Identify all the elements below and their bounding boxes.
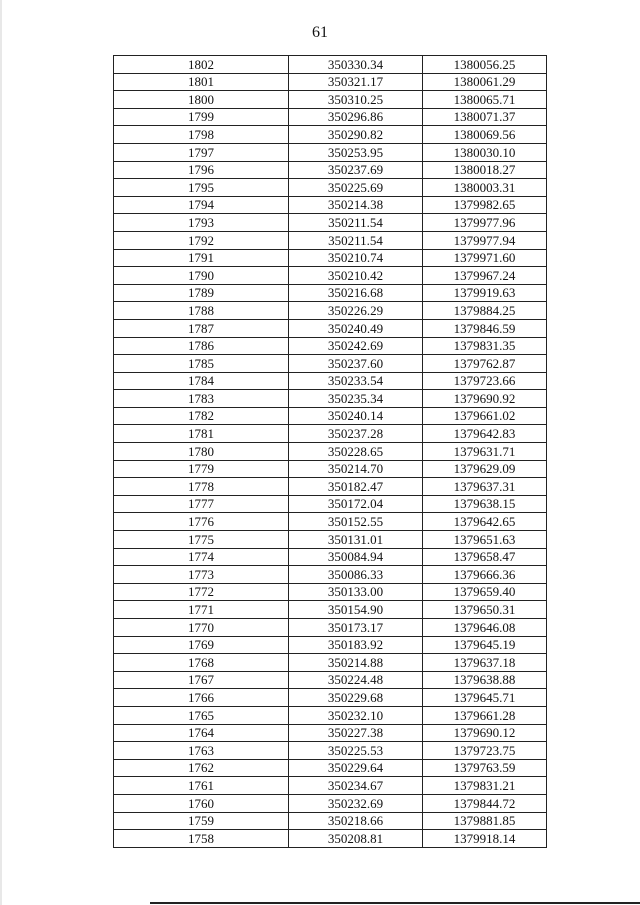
table-row <box>114 478 547 496</box>
table-row <box>114 706 547 724</box>
point-number-cell: 1763 <box>114 742 289 760</box>
y-coordinate-cell: 1379666.36 <box>423 566 547 584</box>
table-row <box>114 548 547 566</box>
x-coordinate-cell: 350224.48 <box>289 671 423 689</box>
table-row <box>114 267 547 285</box>
table-row <box>114 73 547 91</box>
x-coordinate-cell: 350182.47 <box>289 478 423 496</box>
x-coordinate-cell: 350211.54 <box>289 214 423 232</box>
y-coordinate-cell: 1380018.27 <box>423 161 547 179</box>
y-coordinate-cell: 1380069.56 <box>423 126 547 144</box>
table-row <box>114 531 547 549</box>
y-coordinate-cell: 1379831.35 <box>423 337 547 355</box>
x-coordinate-cell: 350172.04 <box>289 495 423 513</box>
point-number-cell: 1775 <box>114 531 289 549</box>
table-row <box>114 126 547 144</box>
point-number-cell: 1778 <box>114 478 289 496</box>
x-coordinate-cell: 350240.14 <box>289 407 423 425</box>
scan-edge <box>0 0 2 905</box>
table-row <box>114 91 547 109</box>
y-coordinate-cell: 1379642.65 <box>423 513 547 531</box>
point-number-cell: 1797 <box>114 143 289 161</box>
x-coordinate-cell: 350084.94 <box>289 548 423 566</box>
x-coordinate-cell: 350218.66 <box>289 812 423 830</box>
y-coordinate-cell: 1380030.10 <box>423 143 547 161</box>
coordinates-table-body <box>114 56 547 848</box>
x-coordinate-cell: 350173.17 <box>289 619 423 637</box>
table-row <box>114 249 547 267</box>
point-number-cell: 1776 <box>114 513 289 531</box>
y-coordinate-cell: 1379918.14 <box>423 830 547 848</box>
x-coordinate-cell: 350208.81 <box>289 830 423 848</box>
x-coordinate-cell: 350225.69 <box>289 179 423 197</box>
x-coordinate-cell: 350133.00 <box>289 583 423 601</box>
y-coordinate-cell: 1379650.31 <box>423 601 547 619</box>
table-row <box>114 443 547 461</box>
table-row <box>114 460 547 478</box>
point-number-cell: 1796 <box>114 161 289 179</box>
x-coordinate-cell: 350296.86 <box>289 108 423 126</box>
y-coordinate-cell: 1379629.09 <box>423 460 547 478</box>
point-number-cell: 1789 <box>114 284 289 302</box>
y-coordinate-cell: 1379651.63 <box>423 531 547 549</box>
x-coordinate-cell: 350232.10 <box>289 706 423 724</box>
table-row <box>114 319 547 337</box>
table-row <box>114 143 547 161</box>
y-coordinate-cell: 1379971.60 <box>423 249 547 267</box>
bottom-rule <box>150 902 640 904</box>
point-number-cell: 1772 <box>114 583 289 601</box>
point-number-cell: 1782 <box>114 407 289 425</box>
y-coordinate-cell: 1380056.25 <box>423 56 547 74</box>
x-coordinate-cell: 350232.69 <box>289 794 423 812</box>
page-number: 61 <box>312 24 328 41</box>
x-coordinate-cell: 350253.95 <box>289 143 423 161</box>
point-number-cell: 1783 <box>114 390 289 408</box>
y-coordinate-cell: 1379642.83 <box>423 425 547 443</box>
point-number-cell: 1759 <box>114 812 289 830</box>
y-coordinate-cell: 1380003.31 <box>423 179 547 197</box>
point-number-cell: 1790 <box>114 267 289 285</box>
x-coordinate-cell: 350321.17 <box>289 73 423 91</box>
point-number-cell: 1802 <box>114 56 289 74</box>
y-coordinate-cell: 1379884.25 <box>423 302 547 320</box>
y-coordinate-cell: 1379844.72 <box>423 794 547 812</box>
x-coordinate-cell: 350290.82 <box>289 126 423 144</box>
y-coordinate-cell: 1379638.88 <box>423 671 547 689</box>
table-row <box>114 196 547 214</box>
y-coordinate-cell: 1379637.31 <box>423 478 547 496</box>
table-row <box>114 812 547 830</box>
point-number-cell: 1771 <box>114 601 289 619</box>
x-coordinate-cell: 350154.90 <box>289 601 423 619</box>
point-number-cell: 1792 <box>114 231 289 249</box>
table-row <box>114 425 547 443</box>
point-number-cell: 1800 <box>114 91 289 109</box>
y-coordinate-cell: 1379723.75 <box>423 742 547 760</box>
x-coordinate-cell: 350214.88 <box>289 654 423 672</box>
y-coordinate-cell: 1379661.02 <box>423 407 547 425</box>
point-number-cell: 1768 <box>114 654 289 672</box>
point-number-cell: 1786 <box>114 337 289 355</box>
y-coordinate-cell: 1379831.21 <box>423 777 547 795</box>
point-number-cell: 1760 <box>114 794 289 812</box>
table-row <box>114 161 547 179</box>
y-coordinate-cell: 1379645.71 <box>423 689 547 707</box>
y-coordinate-cell: 1379763.59 <box>423 759 547 777</box>
x-coordinate-cell: 350227.38 <box>289 724 423 742</box>
point-number-cell: 1794 <box>114 196 289 214</box>
table-row <box>114 777 547 795</box>
coordinates-table <box>113 55 547 848</box>
x-coordinate-cell: 350228.65 <box>289 443 423 461</box>
x-coordinate-cell: 350235.34 <box>289 390 423 408</box>
x-coordinate-cell: 350214.38 <box>289 196 423 214</box>
x-coordinate-cell: 350214.70 <box>289 460 423 478</box>
point-number-cell: 1761 <box>114 777 289 795</box>
y-coordinate-cell: 1380071.37 <box>423 108 547 126</box>
y-coordinate-cell: 1379967.24 <box>423 267 547 285</box>
point-number-cell: 1765 <box>114 706 289 724</box>
y-coordinate-cell: 1379762.87 <box>423 355 547 373</box>
y-coordinate-cell: 1379646.08 <box>423 619 547 637</box>
x-coordinate-cell: 350310.25 <box>289 91 423 109</box>
x-coordinate-cell: 350131.01 <box>289 531 423 549</box>
y-coordinate-cell: 1379645.19 <box>423 636 547 654</box>
table-row <box>114 636 547 654</box>
y-coordinate-cell: 1380061.29 <box>423 73 547 91</box>
point-number-cell: 1767 <box>114 671 289 689</box>
table-row <box>114 671 547 689</box>
table-row <box>114 566 547 584</box>
x-coordinate-cell: 350183.92 <box>289 636 423 654</box>
table-row <box>114 619 547 637</box>
point-number-cell: 1764 <box>114 724 289 742</box>
table-row <box>114 284 547 302</box>
table-row <box>114 495 547 513</box>
table-row <box>114 390 547 408</box>
x-coordinate-cell: 350237.28 <box>289 425 423 443</box>
x-coordinate-cell: 350229.68 <box>289 689 423 707</box>
x-coordinate-cell: 350086.33 <box>289 566 423 584</box>
point-number-cell: 1798 <box>114 126 289 144</box>
table-row <box>114 56 547 74</box>
x-coordinate-cell: 350242.69 <box>289 337 423 355</box>
table-row <box>114 601 547 619</box>
point-number-cell: 1791 <box>114 249 289 267</box>
x-coordinate-cell: 350210.42 <box>289 267 423 285</box>
y-coordinate-cell: 1379690.92 <box>423 390 547 408</box>
table-row <box>114 689 547 707</box>
point-number-cell: 1793 <box>114 214 289 232</box>
x-coordinate-cell: 350233.54 <box>289 372 423 390</box>
y-coordinate-cell: 1379977.94 <box>423 231 547 249</box>
y-coordinate-cell: 1379690.12 <box>423 724 547 742</box>
y-coordinate-cell: 1379658.47 <box>423 548 547 566</box>
table-row <box>114 830 547 848</box>
y-coordinate-cell: 1379659.40 <box>423 583 547 601</box>
y-coordinate-cell: 1380065.71 <box>423 91 547 109</box>
x-coordinate-cell: 350234.67 <box>289 777 423 795</box>
table-row <box>114 302 547 320</box>
y-coordinate-cell: 1379638.15 <box>423 495 547 513</box>
y-coordinate-cell: 1379637.18 <box>423 654 547 672</box>
x-coordinate-cell: 350330.34 <box>289 56 423 74</box>
point-number-cell: 1769 <box>114 636 289 654</box>
point-number-cell: 1799 <box>114 108 289 126</box>
x-coordinate-cell: 350237.60 <box>289 355 423 373</box>
point-number-cell: 1758 <box>114 830 289 848</box>
point-number-cell: 1781 <box>114 425 289 443</box>
table-row <box>114 179 547 197</box>
x-coordinate-cell: 350226.29 <box>289 302 423 320</box>
table-row <box>114 407 547 425</box>
point-number-cell: 1787 <box>114 319 289 337</box>
table-row <box>114 108 547 126</box>
point-number-cell: 1773 <box>114 566 289 584</box>
table-row <box>114 513 547 531</box>
point-number-cell: 1795 <box>114 179 289 197</box>
table-row <box>114 214 547 232</box>
point-number-cell: 1785 <box>114 355 289 373</box>
table-row <box>114 654 547 672</box>
table-row <box>114 355 547 373</box>
table-row <box>114 724 547 742</box>
x-coordinate-cell: 350240.49 <box>289 319 423 337</box>
point-number-cell: 1784 <box>114 372 289 390</box>
x-coordinate-cell: 350152.55 <box>289 513 423 531</box>
point-number-cell: 1770 <box>114 619 289 637</box>
table-row <box>114 794 547 812</box>
point-number-cell: 1788 <box>114 302 289 320</box>
point-number-cell: 1780 <box>114 443 289 461</box>
x-coordinate-cell: 350225.53 <box>289 742 423 760</box>
y-coordinate-cell: 1379661.28 <box>423 706 547 724</box>
point-number-cell: 1777 <box>114 495 289 513</box>
y-coordinate-cell: 1379919.63 <box>423 284 547 302</box>
point-number-cell: 1801 <box>114 73 289 91</box>
table-row <box>114 231 547 249</box>
y-coordinate-cell: 1379982.65 <box>423 196 547 214</box>
y-coordinate-cell: 1379631.71 <box>423 443 547 461</box>
table-row <box>114 742 547 760</box>
x-coordinate-cell: 350216.68 <box>289 284 423 302</box>
y-coordinate-cell: 1379723.66 <box>423 372 547 390</box>
point-number-cell: 1774 <box>114 548 289 566</box>
table-row <box>114 583 547 601</box>
x-coordinate-cell: 350229.64 <box>289 759 423 777</box>
point-number-cell: 1766 <box>114 689 289 707</box>
y-coordinate-cell: 1379846.59 <box>423 319 547 337</box>
point-number-cell: 1779 <box>114 460 289 478</box>
x-coordinate-cell: 350210.74 <box>289 249 423 267</box>
point-number-cell: 1762 <box>114 759 289 777</box>
y-coordinate-cell: 1379977.96 <box>423 214 547 232</box>
y-coordinate-cell: 1379881.85 <box>423 812 547 830</box>
x-coordinate-cell: 350211.54 <box>289 231 423 249</box>
table-row <box>114 759 547 777</box>
table-row <box>114 372 547 390</box>
table-row <box>114 337 547 355</box>
x-coordinate-cell: 350237.69 <box>289 161 423 179</box>
